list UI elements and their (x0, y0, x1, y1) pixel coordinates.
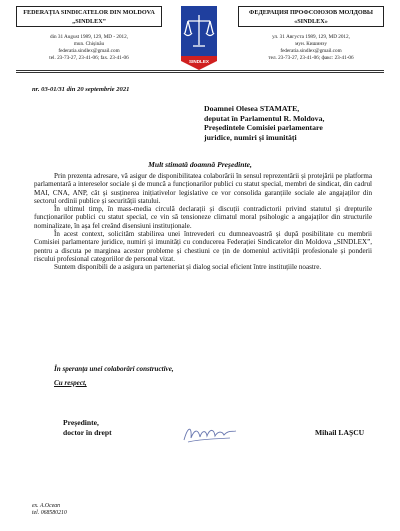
executor-name: ex. A.Ocean (32, 503, 61, 509)
handwritten-signature (180, 422, 240, 446)
letter-body (34, 172, 372, 272)
header-right-contact (238, 34, 384, 62)
body-paragraph: În acest context, solicităm stabilirea unei întrevederi cu dumneavoastră și după posibilitate cu membrii Comisiei parlamentare juridice, numiri și imunități cu conducerea Federației Sindicatelor din Moldova „SINDLEX”, pentru a discuta pe marginea acestor probleme și chestiuni ce țin de domeniul activității profesionale și ponderii riscului profesional categoriilor de personal vizat. (34, 230, 372, 263)
body-paragraph: În ultimul timp, în mass-media circulă declarații și discuții contradictorii privind statutul și drepturile funcționarilor publici cu statut special, ce vin să tensioneze climatul moral psihologic a angajaților din structurile nominalizate, în așa fel creând disensiuni instituționale. (34, 205, 372, 230)
contact-line: ул. 31 Августа 1989, 129, MD 2012, (272, 34, 350, 40)
logo-text: SINDLEX (189, 59, 209, 64)
contact-line: тел. 23-73-27, 23-41-06; факс: 23-41-06 (268, 55, 354, 61)
body-paragraph: Suntem disponibili de a asigura un parteneriat și dialog social eficient între instituțiile noastre. (54, 263, 322, 272)
addressee-line: Doamnei Olesea STAMATE, (204, 104, 300, 113)
reference-number: nr. 03-01/31 din 20 septembrie 2021 (32, 86, 130, 93)
header-divider (16, 70, 384, 71)
contact-line: din 31 August 1989, 129, MD - 2012, (49, 34, 129, 40)
header-divider (16, 72, 384, 73)
addressee-line: deputat în Parlamentul R. Moldova, (204, 113, 325, 123)
footer-executor (32, 503, 67, 517)
closing-respect: Cu respect, (54, 379, 87, 387)
body-paragraph: Prin prezenta adresare, vă asigur de disponibilitatea colaborării în sensul reprezentării și protejării pe platforma parlamentară a intereselor sociale și de muncă a funcționarilor publici cu statut special, membri de sindicat, din cadrul MAI, CNA, ANP, cât și susținerea inițiativelor legislative ce vor consolida garanțiile sociale ale angajaților din sectorul ordinii publice și securității statului. (34, 172, 372, 205)
header-left-contact (16, 34, 162, 62)
contact-line: мун. Кишинэу (295, 41, 327, 47)
sindlex-logo (180, 5, 218, 71)
salutation: Mult stimată doamnă Președinte, (148, 160, 252, 169)
contact-line: federatia.sindlex@gmail.com (58, 48, 120, 54)
signatory-degree: doctor în drept (63, 428, 112, 437)
addressee-line: juridice, numiri și imunități (204, 132, 297, 142)
signatory-position: Președinte, (63, 418, 99, 427)
signatory-name: Mihail LAȘCU (315, 428, 365, 437)
contact-line: mun. Chișinău (73, 41, 105, 47)
header-right-title: ФЕДЕРАЦИЯ ПРОФСОЮЗОВ МОЛДОВЫ «SINDLEX» (238, 6, 384, 27)
header-left-title: FEDERAȚIA SINDICATELOR DIN MOLDOVA „SINDLEX” (16, 6, 162, 27)
closing-phrase: În speranța unei colaborări constructive, (54, 365, 174, 373)
addressee-line: Președintele Comisiei parlamentare (204, 123, 323, 133)
executor-phone: tel. 068580210 (32, 510, 67, 516)
contact-line: federatia.sindlex@gmail.com (280, 48, 342, 54)
addressee-block (204, 104, 324, 142)
signatory-title (63, 418, 112, 438)
contact-line: tel. 23-73-27, 23-41-06; fax. 23-41-06 (49, 55, 129, 61)
